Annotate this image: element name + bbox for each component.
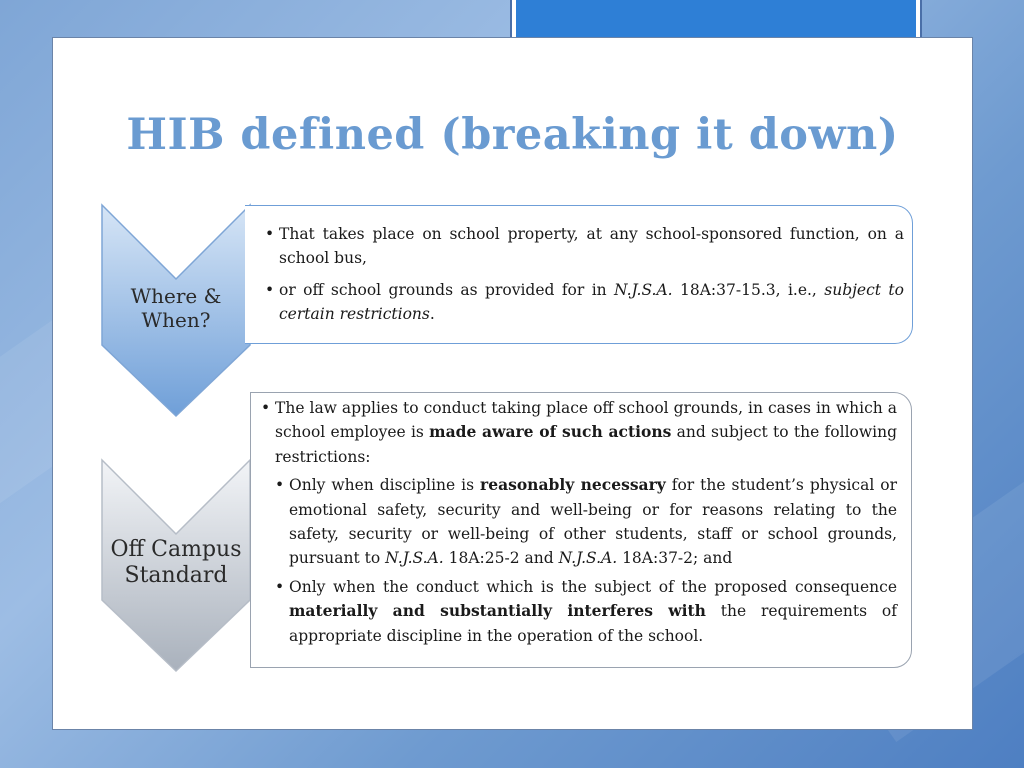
label-off-campus-line1: Off Campus <box>110 537 242 562</box>
off-campus-content-box <box>250 392 912 668</box>
list-item: • The law applies to conduct taking place off school grounds, in cases in which a school employee is made aware of such actions and subject to the following restrictions: <box>261 396 897 469</box>
label-off-campus <box>104 537 248 590</box>
list-item: • or off school grounds as provided for in N.J.S.A. 18A:37-15.3, i.e., subject to certain restrictions. <box>265 278 904 326</box>
sub-list-item: • Only when discipline is reasonably necessary for the student’s physical or emotional safety, security and well-being or for reasons relating to the safety, security or well-being of other students, staff or school grounds, pursuant to N.J.S.A. 18A:25-2 and N.J.S.A. 18A:37-2; and <box>275 473 897 571</box>
list-item: • That takes place on school property, at any school-sponsored function, on a school bus, <box>265 222 904 270</box>
page-title: HIB defined (breaking it down) <box>126 110 899 160</box>
label-where-when-line1: Where & <box>130 284 222 308</box>
label-where-when-line2: When? <box>141 308 211 332</box>
sub-list-item: • Only when the conduct which is the subject of the proposed consequence materially and substantially interferes with the requirements of appropriate discipline in the operation of the school. <box>275 575 897 648</box>
where-when-content-box <box>245 205 913 344</box>
label-where-when <box>110 284 242 332</box>
label-off-campus-line2: Standard <box>124 563 228 589</box>
